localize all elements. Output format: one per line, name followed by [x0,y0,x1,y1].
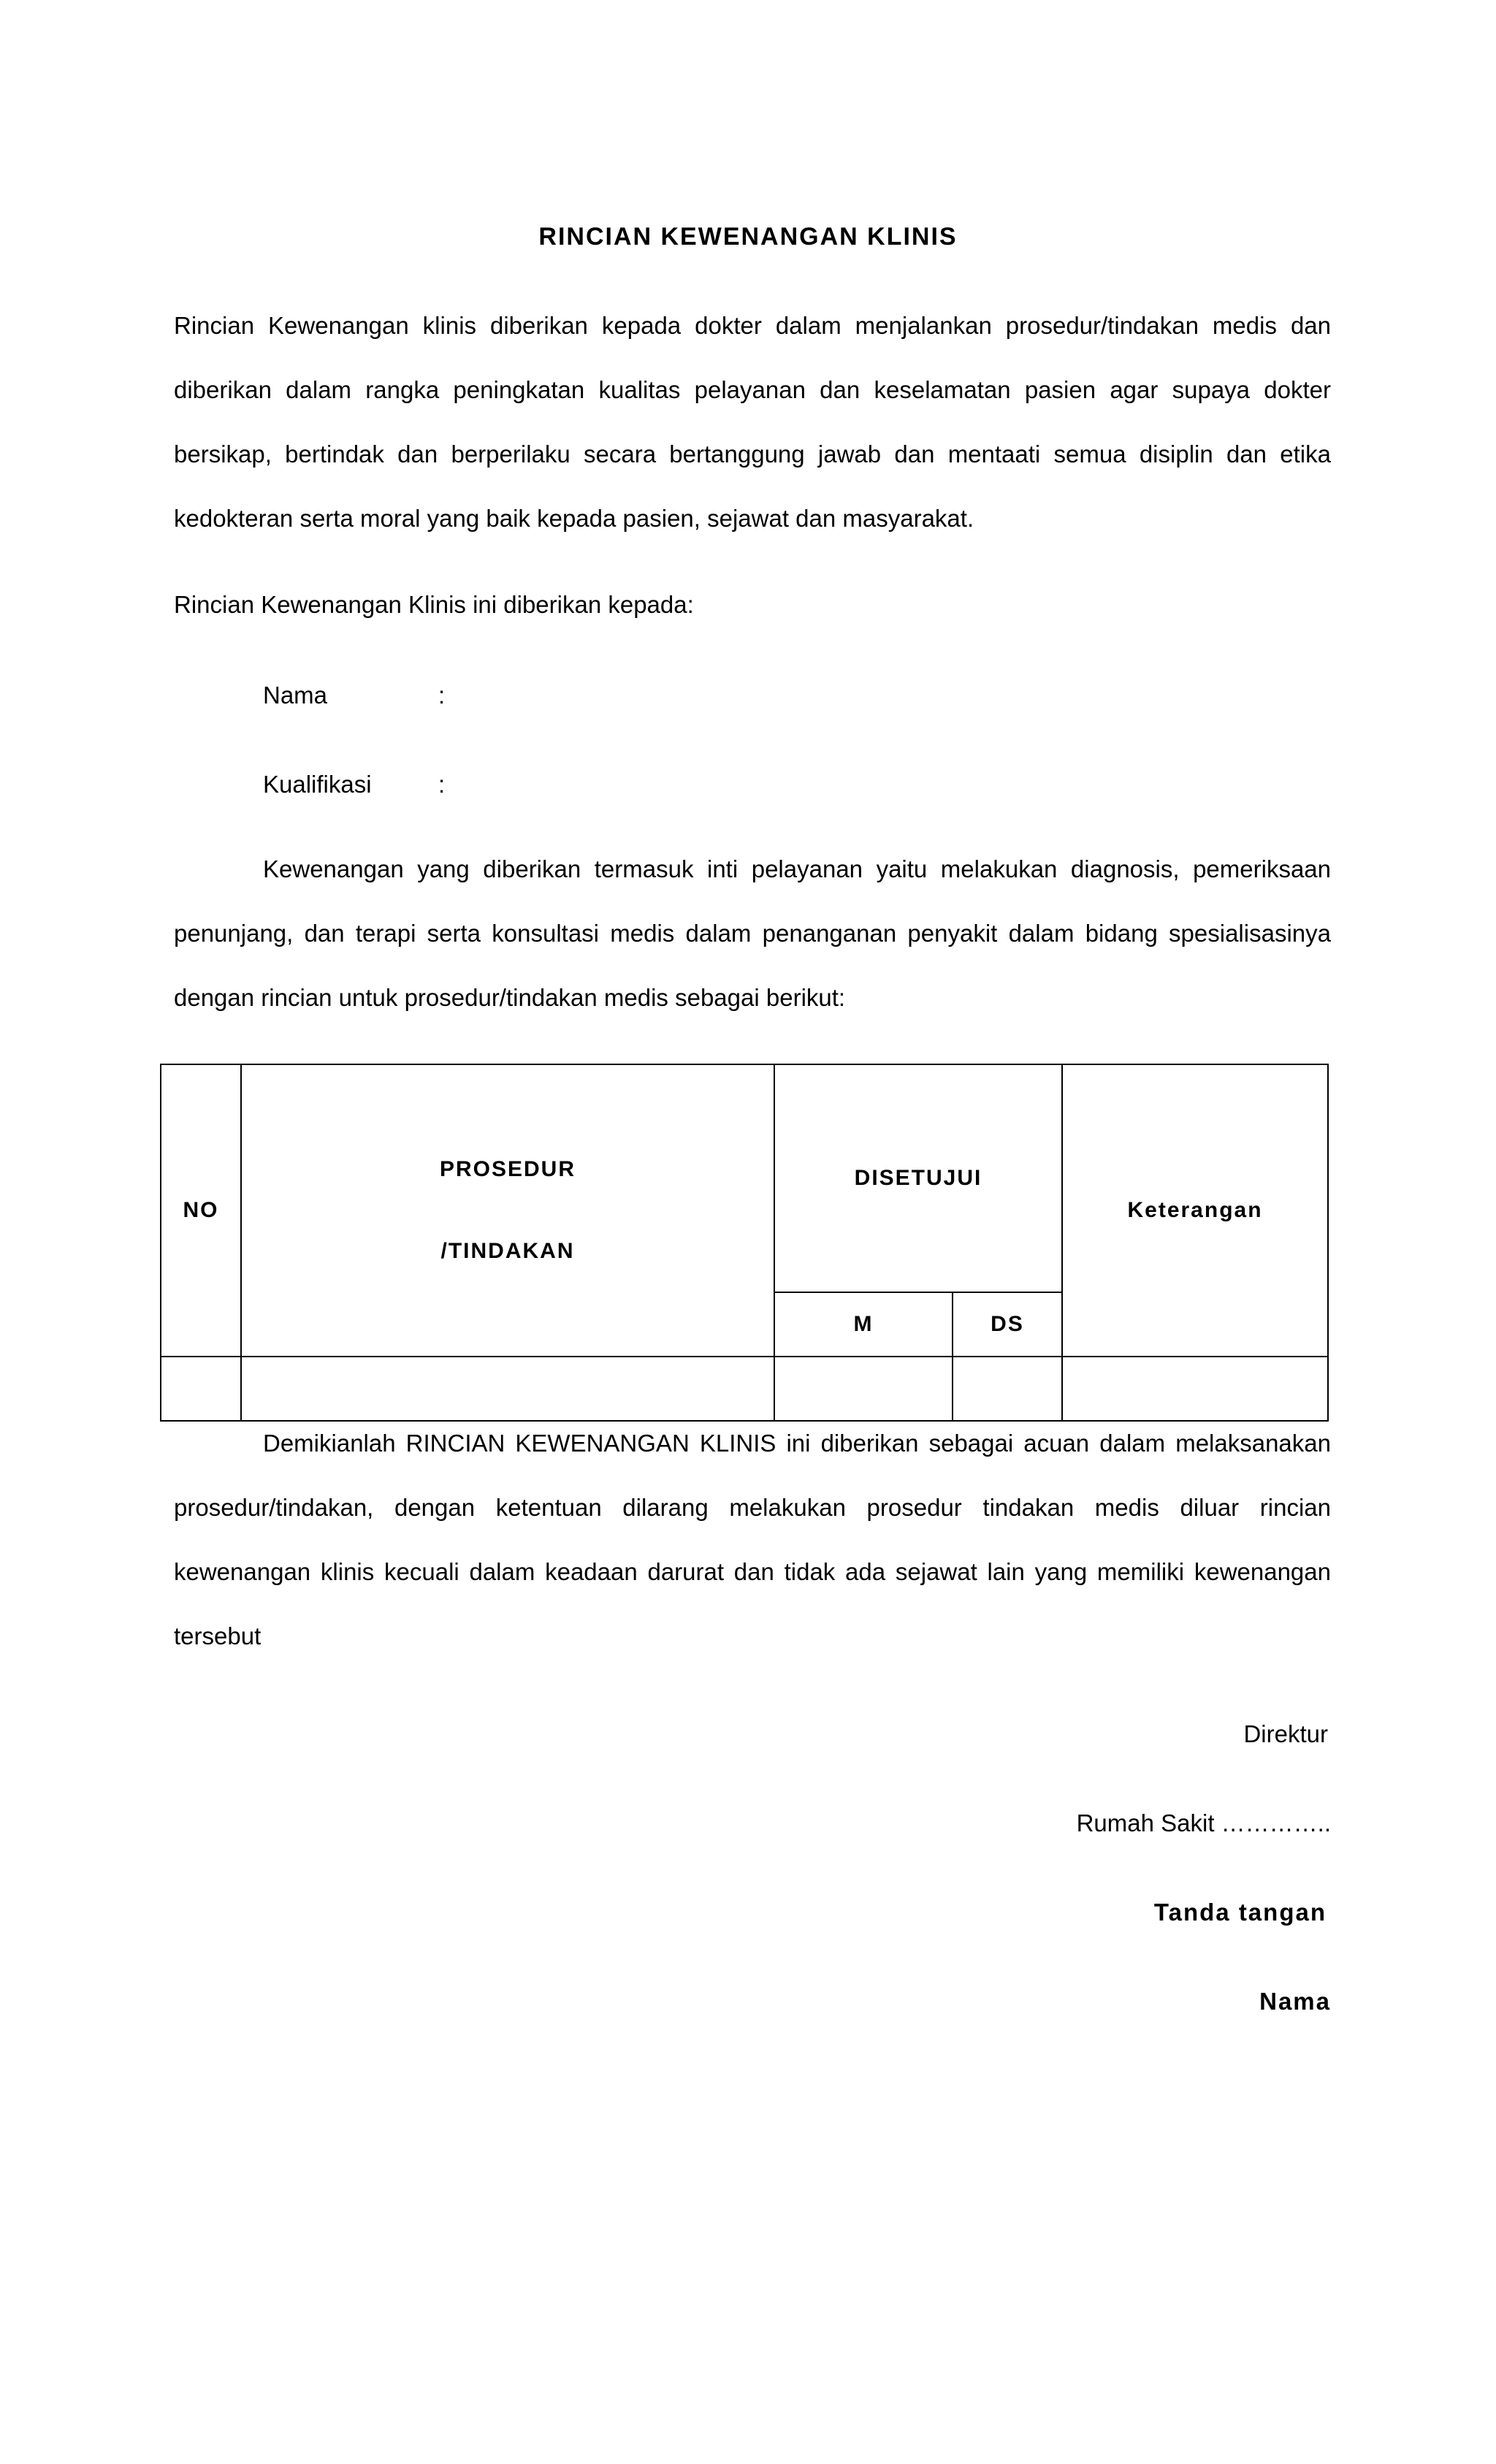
intro-paragraph: Rincian Kewenangan klinis diberikan kepada dokter dalam menjalankan prosedur/tindakan medis dan diberikan dalam rangka peningkatan kualitas pelayanan dan keselamatan pasien agar supaya dokter bersikap, bertindak dan berperilaku secara bertanggung jawab dan mentaati semua disiplin dan etika kedokteran serta moral yang baik kepada pasien, sejawat dan masyarakat. [174,312,1331,532]
header-prosedur [241,1064,774,1357]
given-to-text: Rincian Kewenangan Klinis ini diberikan kepada: [174,591,694,618]
field-kualifikasi-separator: : [438,771,446,798]
field-nama-label: Nama [263,682,328,709]
header-m: M [774,1292,953,1357]
signature-sign-label: Tanda tangan [1153,1899,1327,1926]
header-keterangan: Keterangan [1062,1064,1328,1357]
scope-paragraph: Kewenangan yang diberikan termasuk inti pelayanan yaitu melakukan diagnosis, pemeriksaan penunjang, dan terapi serta konsultasi medis dalam penanganan penyakit dalam bidang spesialisasinya dengan rincian untuk prosedur/tindakan medis sebagai berikut: [174,855,1331,1011]
field-kualifikasi [263,768,445,801]
header-ds: DS [953,1292,1062,1357]
header-no: NO [161,1064,241,1357]
field-nama [263,679,445,712]
document-title: RINCIAN KEWENANGAN KLINIS [538,223,958,251]
header-prosedur-line2: /TINDAKAN [440,1239,575,1263]
procedure-table [160,1064,1329,1422]
signature-institution: Rumah Sakit ………….. [1076,1809,1331,1836]
signature-position: Direktur [1243,1720,1328,1747]
field-kualifikasi-label: Kualifikasi [263,771,372,798]
header-disetujui: DISETUJUI [774,1064,1062,1292]
field-nama-separator: : [438,682,446,709]
closing-paragraph: Demikianlah RINCIAN KEWENANGAN KLINIS ini diberikan sebagai acuan dalam melaksanakan prosedur/tindakan, dengan ketentuan dilarang melakukan prosedur tindakan medis diluar rincian kewenangan klinis kecuali dalam keadaan darurat dan tidak ada sejawat lain yang memiliki kewenangan tersebut [174,1430,1331,1649]
header-prosedur-line1: PROSEDUR [439,1157,576,1181]
signature-name-label: Nama [1259,1988,1331,2015]
